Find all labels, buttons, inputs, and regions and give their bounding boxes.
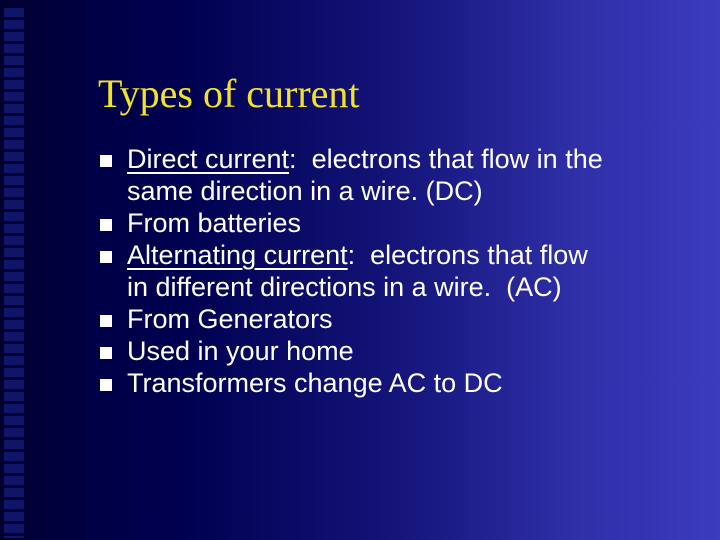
term-direct-current: Direct current [127,144,290,174]
bullet-text: electrons that flow in the [296,144,603,174]
bullet-text: Used in your home [127,336,354,366]
left-decor-strip [0,0,86,540]
term-separator: : [347,240,356,270]
square-bullet-icon [100,347,112,359]
slide-title: Types of current [98,71,360,116]
square-bullet-icon [100,315,112,327]
list-item [98,335,708,367]
square-bullet-icon [100,251,112,263]
decorative-square-column [4,8,24,538]
list-item [98,143,708,207]
list-item [98,303,708,335]
square-bullet-icon [100,379,112,391]
term-separator: : [289,144,297,174]
bullet-text: From batteries [127,208,302,238]
term-alternating-current: Alternating current [127,240,348,270]
bullet-text-continuation: same direction in a wire. (DC) [127,176,483,206]
bullet-text: From Generators [127,304,333,334]
square-bullet-icon [100,155,112,167]
bullet-list [98,143,708,399]
list-item [98,207,708,239]
square-bullet-icon [100,219,112,231]
bullet-text-continuation: in different directions in a wire. (AC) [127,272,562,302]
list-item [98,239,708,303]
bullet-text: electrons that flow [355,240,588,270]
list-item [98,367,708,399]
bullet-text: Transformers change AC to DC [127,368,503,398]
